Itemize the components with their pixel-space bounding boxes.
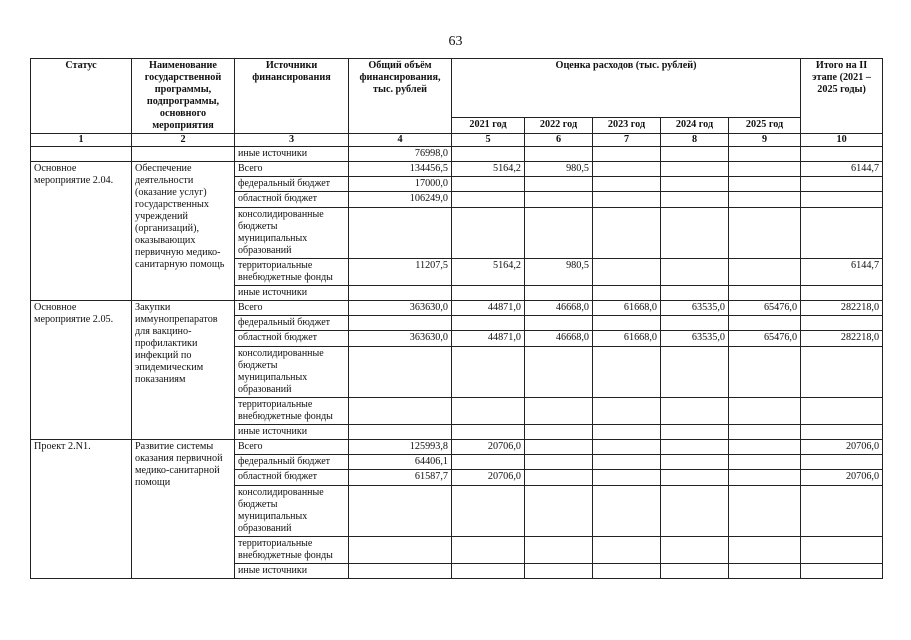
value-cell: [525, 470, 593, 486]
value-cell: [661, 440, 729, 455]
value-cell: [452, 398, 525, 425]
column-number: 3: [235, 134, 349, 147]
source-cell: иные источники: [235, 564, 349, 579]
value-cell: [525, 455, 593, 470]
table-row: [31, 147, 883, 162]
value-cell: [593, 259, 661, 286]
source-cell: Всего: [235, 440, 349, 455]
source-cell: консолидированные бюджеты муниципальных образований: [235, 208, 349, 259]
total-cell: 76998,0: [349, 147, 452, 162]
table-row: [31, 440, 883, 455]
value-cell: [729, 162, 801, 177]
value-cell: [593, 564, 661, 579]
value-cell: [661, 192, 729, 208]
total-cell: 363630,0: [349, 331, 452, 347]
itogo-cell: [801, 398, 883, 425]
itogo-cell: [801, 192, 883, 208]
value-cell: [729, 286, 801, 301]
value-cell: [593, 537, 661, 564]
value-cell: 63535,0: [661, 331, 729, 347]
value-cell: [452, 537, 525, 564]
column-number: 8: [661, 134, 729, 147]
value-cell: [593, 347, 661, 398]
value-cell: [661, 316, 729, 331]
column-number: 10: [801, 134, 883, 147]
value-cell: [525, 192, 593, 208]
value-cell: [661, 259, 729, 286]
total-cell: [349, 564, 452, 579]
header-sources: Источники финансирования: [235, 59, 349, 134]
header-total: Общий объём финансирования, тыс. рублей: [349, 59, 452, 134]
value-cell: [525, 398, 593, 425]
header-year: 2022 год: [525, 117, 593, 133]
source-cell: федеральный бюджет: [235, 177, 349, 192]
value-cell: [661, 470, 729, 486]
value-cell: 61668,0: [593, 331, 661, 347]
value-cell: [729, 537, 801, 564]
source-cell: территориальные внебюджетные фонды: [235, 398, 349, 425]
value-cell: 5164,2: [452, 259, 525, 286]
itogo-cell: [801, 177, 883, 192]
name-cell: Закупки иммунопрепаратов для вакцино-профилактики инфекций по эпидемическим показаниям: [132, 301, 235, 440]
itogo-cell: [801, 208, 883, 259]
value-cell: [729, 347, 801, 398]
itogo-cell: 20706,0: [801, 470, 883, 486]
value-cell: 65476,0: [729, 301, 801, 316]
value-cell: [729, 470, 801, 486]
itogo-cell: [801, 316, 883, 331]
value-cell: [593, 192, 661, 208]
value-cell: [593, 470, 661, 486]
value-cell: [661, 537, 729, 564]
header-year: 2021 год: [452, 117, 525, 133]
itogo-cell: [801, 425, 883, 440]
header-year: 2023 год: [593, 117, 661, 133]
value-cell: [593, 455, 661, 470]
value-cell: 980,5: [525, 162, 593, 177]
value-cell: [452, 564, 525, 579]
value-cell: [525, 440, 593, 455]
header-year: 2024 год: [661, 117, 729, 133]
value-cell: [452, 425, 525, 440]
value-cell: [661, 486, 729, 537]
value-cell: [525, 347, 593, 398]
column-number: 2: [132, 134, 235, 147]
source-cell: областной бюджет: [235, 470, 349, 486]
value-cell: [593, 162, 661, 177]
value-cell: [452, 177, 525, 192]
value-cell: [593, 316, 661, 331]
column-number: 1: [31, 134, 132, 147]
column-number: 6: [525, 134, 593, 147]
value-cell: [729, 398, 801, 425]
name-cell: [132, 147, 235, 162]
value-cell: [729, 259, 801, 286]
value-cell: [525, 486, 593, 537]
source-cell: иные источники: [235, 425, 349, 440]
source-cell: консолидированные бюджеты муниципальных образований: [235, 486, 349, 537]
value-cell: [661, 177, 729, 192]
value-cell: [593, 147, 661, 162]
total-cell: [349, 537, 452, 564]
source-cell: иные источники: [235, 147, 349, 162]
table-row: [31, 301, 883, 316]
itogo-cell: 282218,0: [801, 331, 883, 347]
value-cell: [525, 286, 593, 301]
column-number: 9: [729, 134, 801, 147]
column-number: 7: [593, 134, 661, 147]
itogo-cell: [801, 286, 883, 301]
total-cell: [349, 486, 452, 537]
total-cell: 363630,0: [349, 301, 452, 316]
header-year: 2025 год: [729, 117, 801, 133]
value-cell: [661, 147, 729, 162]
source-cell: консолидированные бюджеты муниципальных образований: [235, 347, 349, 398]
value-cell: [729, 147, 801, 162]
value-cell: [729, 486, 801, 537]
total-cell: [349, 316, 452, 331]
value-cell: [593, 425, 661, 440]
source-cell: федеральный бюджет: [235, 316, 349, 331]
value-cell: [661, 208, 729, 259]
value-cell: [729, 564, 801, 579]
source-cell: территориальные внебюджетные фонды: [235, 537, 349, 564]
total-cell: [349, 208, 452, 259]
value-cell: [525, 425, 593, 440]
value-cell: [593, 208, 661, 259]
value-cell: [661, 425, 729, 440]
value-cell: [593, 286, 661, 301]
value-cell: [729, 177, 801, 192]
total-cell: [349, 286, 452, 301]
itogo-cell: 282218,0: [801, 301, 883, 316]
value-cell: [593, 177, 661, 192]
itogo-cell: [801, 347, 883, 398]
value-cell: 20706,0: [452, 440, 525, 455]
value-cell: [593, 440, 661, 455]
itogo-cell: [801, 455, 883, 470]
value-cell: [525, 177, 593, 192]
page-number: 63: [448, 34, 463, 49]
value-cell: 44871,0: [452, 301, 525, 316]
source-cell: федеральный бюджет: [235, 455, 349, 470]
source-cell: областной бюджет: [235, 331, 349, 347]
value-cell: [525, 208, 593, 259]
value-cell: [452, 347, 525, 398]
total-cell: 125993,8: [349, 440, 452, 455]
value-cell: [661, 455, 729, 470]
value-cell: [729, 208, 801, 259]
column-number: 5: [452, 134, 525, 147]
header-estimate: Оценка расходов (тыс. рублей): [452, 59, 801, 118]
status-cell: Основное мероприятие 2.04.: [31, 162, 132, 301]
total-cell: [349, 398, 452, 425]
itogo-cell: [801, 486, 883, 537]
value-cell: [452, 192, 525, 208]
status-cell: Основное мероприятие 2.05.: [31, 301, 132, 440]
value-cell: 20706,0: [452, 470, 525, 486]
itogo-cell: 20706,0: [801, 440, 883, 455]
source-cell: Всего: [235, 162, 349, 177]
itogo-cell: 6144,7: [801, 259, 883, 286]
value-cell: [525, 537, 593, 564]
value-cell: 5164,2: [452, 162, 525, 177]
value-cell: [452, 208, 525, 259]
source-cell: областной бюджет: [235, 192, 349, 208]
value-cell: [661, 398, 729, 425]
table-row: [31, 162, 883, 177]
header-status: Статус: [31, 59, 132, 134]
value-cell: 46668,0: [525, 301, 593, 316]
column-number: 4: [349, 134, 452, 147]
header-row: [31, 59, 883, 118]
value-cell: 63535,0: [661, 301, 729, 316]
value-cell: 61668,0: [593, 301, 661, 316]
column-number-row: [31, 134, 883, 147]
value-cell: [593, 398, 661, 425]
itogo-cell: [801, 564, 883, 579]
header-name: Наименование государственной программы, подпрограммы, основного мероприятия: [132, 59, 235, 134]
itogo-cell: [801, 147, 883, 162]
value-cell: 46668,0: [525, 331, 593, 347]
total-cell: 17000,0: [349, 177, 452, 192]
value-cell: [452, 486, 525, 537]
value-cell: [593, 486, 661, 537]
value-cell: [525, 316, 593, 331]
value-cell: 65476,0: [729, 331, 801, 347]
value-cell: [525, 147, 593, 162]
total-cell: 106249,0: [349, 192, 452, 208]
status-cell: [31, 147, 132, 162]
itogo-cell: 6144,7: [801, 162, 883, 177]
total-cell: 134456,5: [349, 162, 452, 177]
value-cell: [661, 286, 729, 301]
value-cell: 980,5: [525, 259, 593, 286]
value-cell: 44871,0: [452, 331, 525, 347]
header-itogo: Итого на II этапе (2021 – 2025 годы): [801, 59, 883, 134]
value-cell: [452, 316, 525, 331]
value-cell: [452, 286, 525, 301]
itogo-cell: [801, 537, 883, 564]
status-cell: Проект 2.N1.: [31, 440, 132, 579]
value-cell: [729, 440, 801, 455]
value-cell: [729, 192, 801, 208]
value-cell: [452, 147, 525, 162]
value-cell: [452, 455, 525, 470]
name-cell: Развитие системы оказания первичной медико-санитарной помощи: [132, 440, 235, 579]
value-cell: [661, 162, 729, 177]
value-cell: [729, 316, 801, 331]
source-cell: территориальные внебюджетные фонды: [235, 259, 349, 286]
value-cell: [729, 425, 801, 440]
source-cell: Всего: [235, 301, 349, 316]
total-cell: 64406,1: [349, 455, 452, 470]
total-cell: 61587,7: [349, 470, 452, 486]
value-cell: [525, 564, 593, 579]
source-cell: иные источники: [235, 286, 349, 301]
total-cell: 11207,5: [349, 259, 452, 286]
total-cell: [349, 425, 452, 440]
total-cell: [349, 347, 452, 398]
value-cell: [661, 347, 729, 398]
value-cell: [729, 455, 801, 470]
budget-table: [30, 58, 883, 579]
value-cell: [661, 564, 729, 579]
name-cell: Обеспечение деятельности (оказание услуг) государственных учреждений (организаций), оказывающих первичную медико-санитарную помощь: [132, 162, 235, 301]
